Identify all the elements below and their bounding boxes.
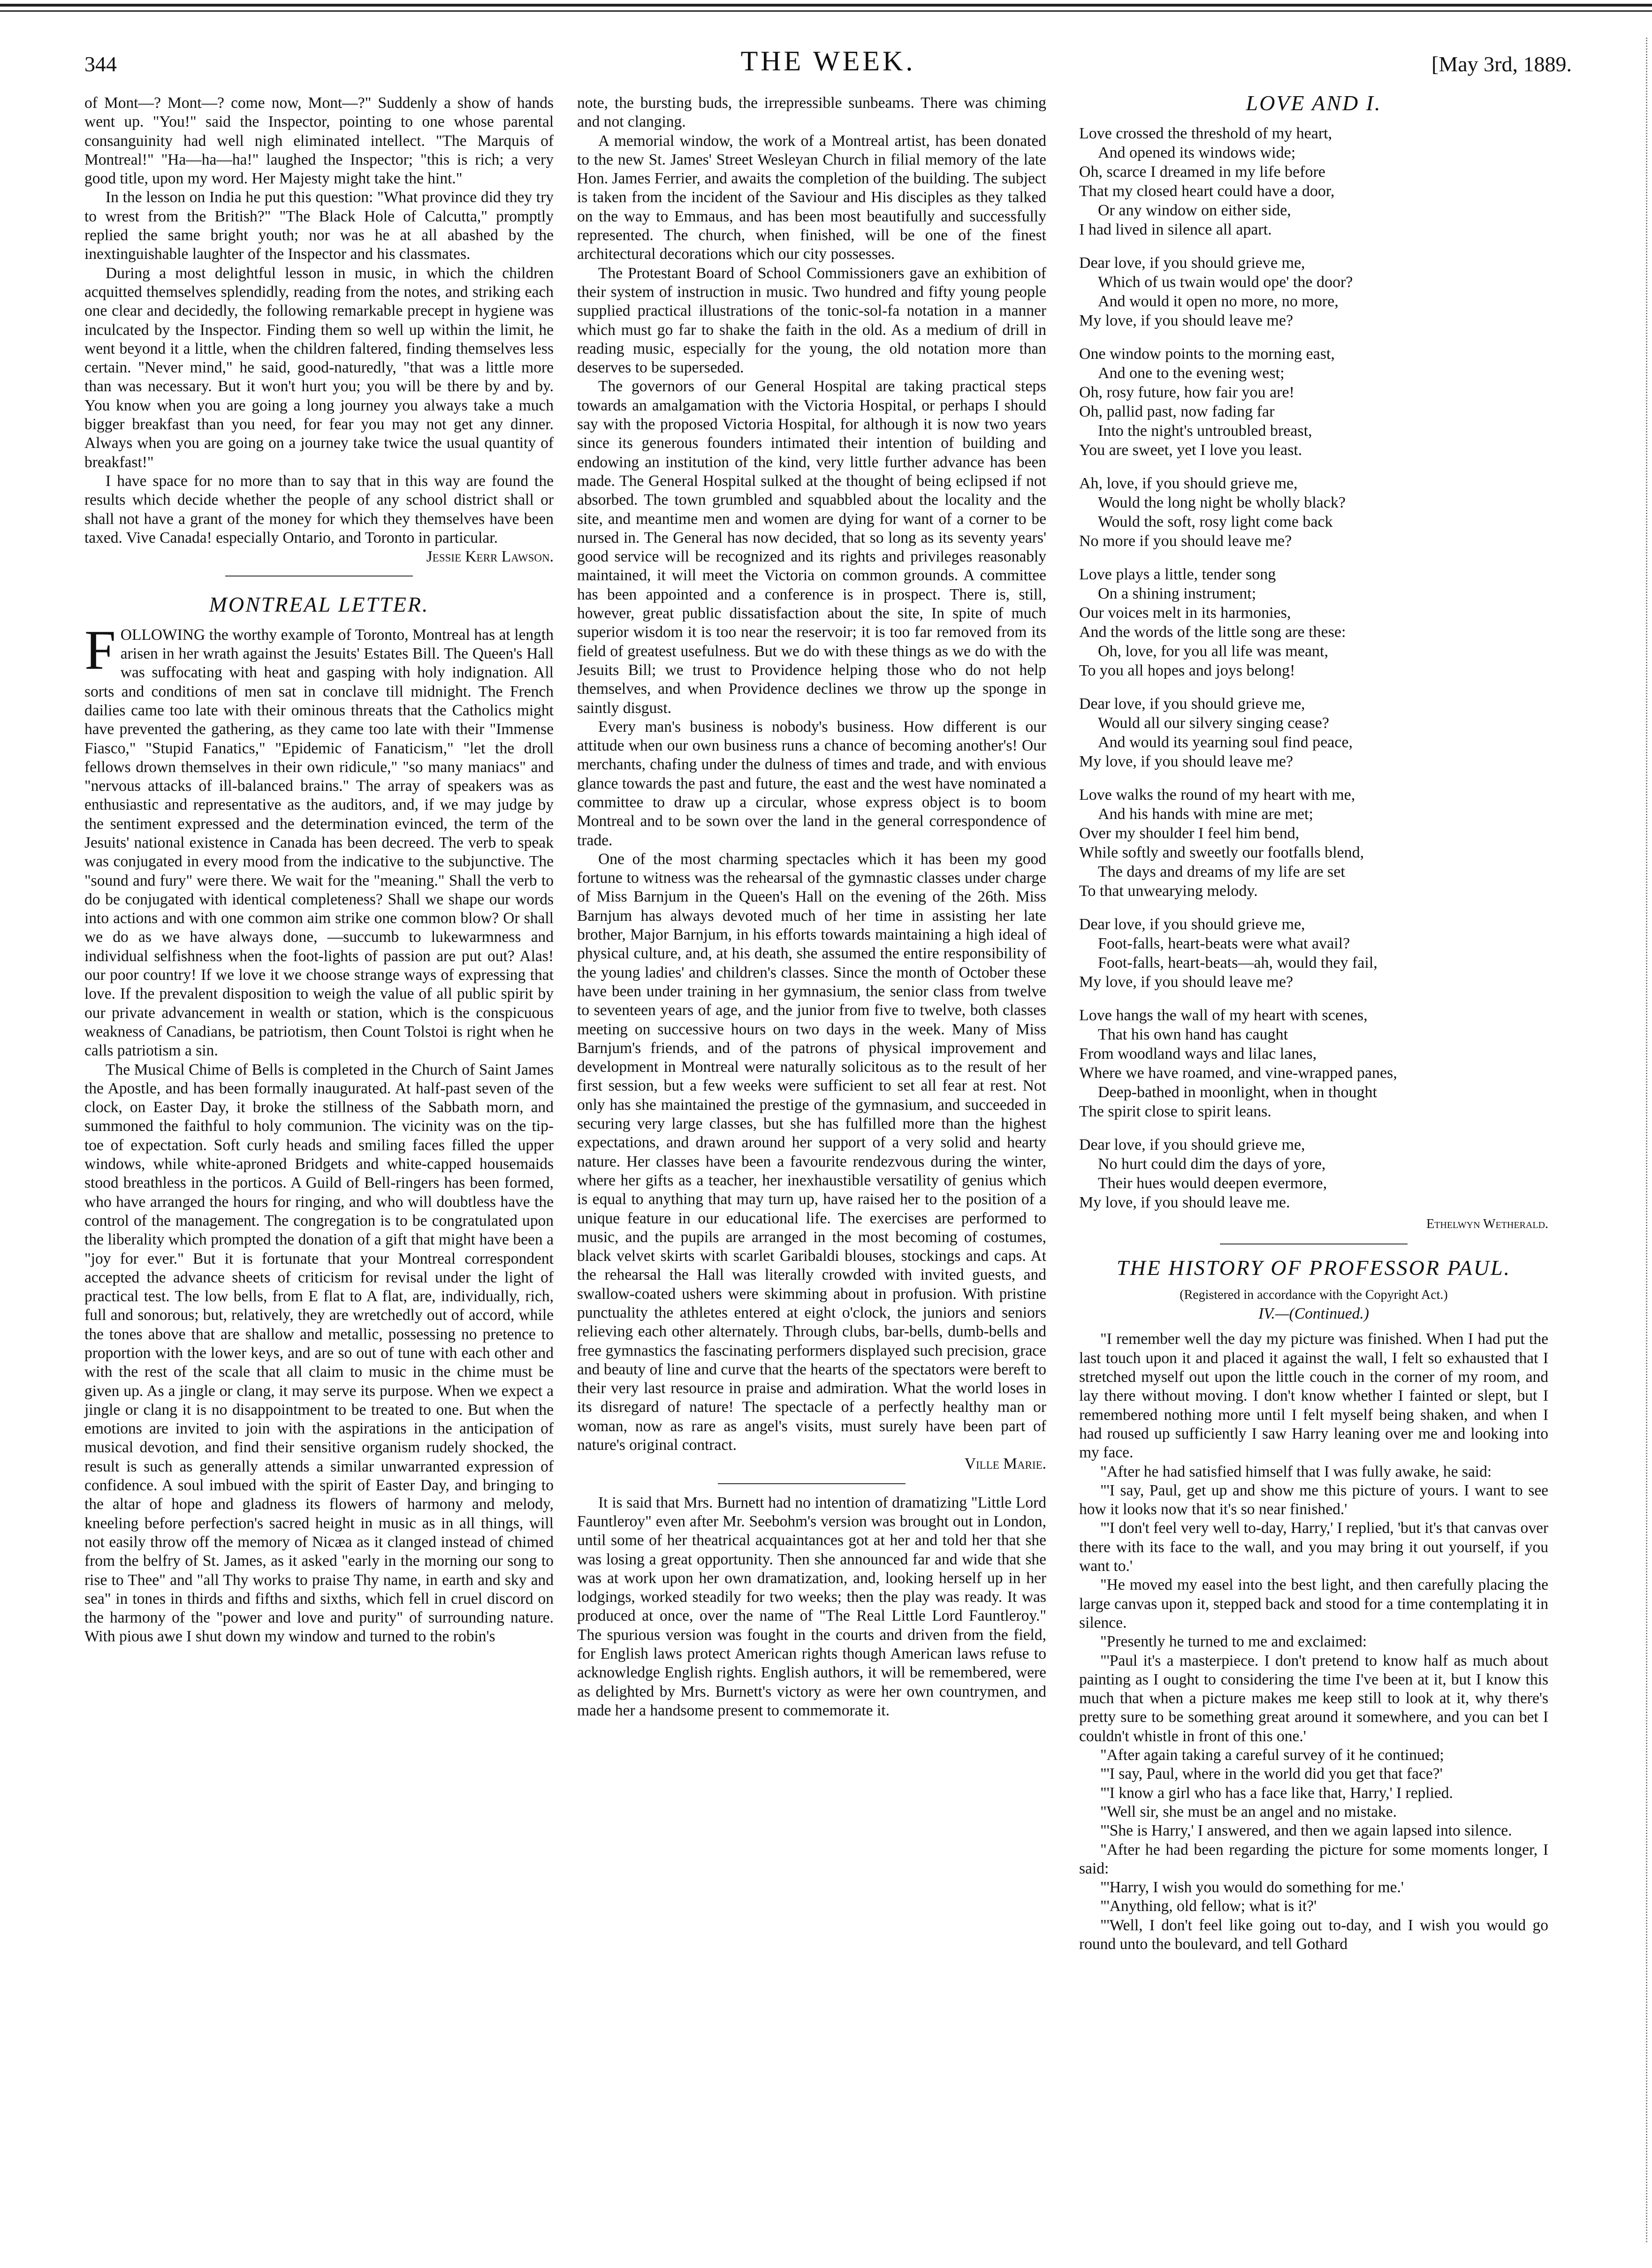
verse-line: No more if you should leave me?	[1079, 532, 1292, 550]
divider	[718, 1483, 906, 1484]
paragraph: The governors of our General Hospital are taking practical steps towards an amalgamation with the Victoria Hospital, or perhaps I should say with the proposed Victoria Hospital, for although it is now two years since its generous founders intimated their intention of building and endowing an institution of the kind, very little further advance has been made. The General Hospital sulked at the thought of being eclipsed if not absorbed. The town grumbled and squabbled about the locality and the site, and meantime men and women are dying for want of a corner to be nursed in. The General has now decided, that so long as its seventy years' good service will be recognized and its rights and privileges reasonably maintained, it will meet the Victoria on common grounds. A committee has been appointed and a conference is in prospect. There is, still, however, great public dissatisfaction about the site, In spite of much superior wisdom it is too near the reservoir; it is too far removed from its field of greatest usefulness. But we do with these things as we do with the Jesuits Bill; we trust to Providence helping those who do not help themselves, and when Providence declines we throw up the sponge in saintly disgust.	[577, 378, 1046, 717]
issue-date: [May 3rd, 1889.	[1431, 52, 1572, 76]
verse-line: Love walks the round of my heart with me,	[1079, 786, 1355, 804]
paragraph: One of the most charming spectacles which it has been my good fortune to witness was the rehearsal of the gymnastic classes under charge of Miss Barnjum in the Queen's Hall on the evening of the 26th. Miss Barnjum has always devoted much of her time in assisting her late brother, Major Barnjum, in his efforts towards maintaining a high ideal of physical culture, and, at his death, she assumed the entire responsibility of the young ladies' and children's classes. Since the month of October these have been under training in her gymnasium, the senior class from twelve to seventeen years of age, and the junior from five to twelve, both classes meeting on successive hours on two days in the week. Many of Miss Barnjum's friends, and of the patrons of physical improvement and development in Montreal were naturally solicitous as to the result of her first session, but a few weeks were sufficient to set all fear at rest. Not only has she maintained the prestige of the gymnasium, and succeeded in securing very large classes, but she has fulfilled more than the highest expectations, and drawn around her support of a very solid and hearty nature. Her classes have been a favourite rendezvous during the winter, where her gifts as a teacher, her inexhaustible versatility of genius which is equal to anything that may turn up, have raised her to the position of a unique feature in our educational life. The exercises are performed to music, and the pupils are arranged in the most becoming of costumes, black velvet skirts with scarlet Garibaldi blouses, stockings and caps. At the rehearsal the Hall was literally crowded with invited guests, and swallow-coated ushers were skimming about in profusion. With pristine punctuality the athletes entered at eight o'clock, the juniors and seniors relieving each other alternately. Through clubs, bar-bells, dumb-bells and free gymnastics the fascinating performers displayed such precision, grace and beauty of line and curve that the hearts of the spectators were bereft to their very last resource in praise and admiration. What the world loses in its disregard of nature! The spectacle of a perfectly healthy man or woman, now as rare as angel's visits, must surely have been part of nature's original contract.	[577, 850, 1046, 1454]
paragraph: "Presently he turned to me and exclaimed:	[1100, 1633, 1367, 1651]
verse-line: Dear love, if you should grieve me,	[1079, 254, 1305, 272]
verse-line: Ah, love, if you should grieve me,	[1079, 475, 1298, 493]
verse-line: Would the long night be wholly black?	[1098, 494, 1346, 512]
verse-line: And would its yearning soul find peace,	[1098, 734, 1353, 751]
paragraph: In the lesson on India he put this question: "What province did they try to wrest from the British?" "The Black Hole of Calcutta," promptly replied the same bright youth; nor was he at all abashed by the inextinguishable laughter of the Inspector and his classmates.	[84, 189, 554, 263]
verse-line: Or any window on either side,	[1098, 202, 1291, 220]
verse-line: Foot-falls, heart-beats were what avail?	[1098, 935, 1350, 953]
verse-line: My love, if you should leave me.	[1079, 1194, 1290, 1212]
paragraph: "He moved my easel into the best light, and then carefully placing the large canvas upon it, stepped back and stood for a time contemplating it in silence.	[1079, 1576, 1548, 1631]
stanza	[1079, 915, 1548, 992]
paragraph: "I remember well the day my picture was finished. When I had put the last touch upon it and placed it against the wall, I felt so exhausted that I stretched myself out upon the little couch in the corner of my room, and lay there without moving. I don't know whether I fainted or slept, but I remembered nothing more until I felt myself being shaken, and when I had roused up sufficiently I saw Harry leaning over me and looking into my face.	[1079, 1330, 1548, 1462]
top-rule	[0, 4, 1652, 7]
verse-line: Our voices melt in its harmonies,	[1079, 604, 1291, 622]
verse-line: While softly and sweetly our footfalls blend,	[1079, 844, 1364, 862]
stanza	[1079, 565, 1548, 680]
paragraph: "Well sir, she must be an angel and no mistake.	[1100, 1803, 1397, 1820]
verse-line: Oh, scarce I dreamed in my life before	[1079, 163, 1325, 181]
paragraph: "'She is Harry,' I answered, and then we again lapsed into silence.	[1100, 1822, 1512, 1840]
page-number: 344	[84, 52, 117, 76]
verse-line: My love, if you should leave me?	[1079, 973, 1294, 991]
verse-line: Their hues would deepen evermore,	[1098, 1175, 1327, 1192]
poem-title: LOVE AND I.	[1246, 91, 1382, 115]
stanza	[1079, 474, 1548, 551]
verse-line: That his own hand has caught	[1098, 1026, 1288, 1044]
stanza	[1079, 694, 1548, 771]
verse-line: The spirit close to spirit leans.	[1079, 1103, 1271, 1121]
stanza	[1079, 1135, 1548, 1212]
stanza	[1079, 785, 1548, 901]
paragraph: "'I know a girl who has a face like that, Harry,' I replied.	[1100, 1784, 1453, 1802]
verse-line: That my closed heart could have a door,	[1079, 182, 1335, 200]
paragraph: "'I say, Paul, where in the world did you get that face?'	[1100, 1765, 1443, 1783]
stanza	[1079, 253, 1548, 330]
verse-line: Oh, rosy future, how fair you are!	[1079, 384, 1294, 402]
paragraph: "'Harry, I wish you would do something for me.'	[1100, 1879, 1404, 1896]
paragraph: of Mont—? Mont—? come now, Mont—?" Suddenly a show of hands went up. "You!" said the Inspector, pointing to one whose parental consanguinity had well nigh eliminated intellect. "The Marquis of Montreal!" "Ha—ha—ha!" laughed the Inspector; "this is rich; a very good title, upon my word. Her Majesty might take the hint."	[84, 94, 554, 188]
verse-line: Over my shoulder I feel him bend,	[1079, 825, 1300, 842]
column-2	[577, 94, 1046, 1720]
paragraph: I have space for no more than to say that in this way are found the results which decide whether the people of any school district shall or shall not have a grant of the money for which they themselves have been taxed. Vive Canada! especially Ontario, and Toronto in particular.	[84, 472, 554, 546]
verse-line: Dear love, if you should grieve me,	[1079, 916, 1305, 933]
drop-cap: F	[84, 618, 116, 681]
verse-line: Dear love, if you should grieve me,	[1079, 1136, 1305, 1154]
paragraph: "'I say, Paul, get up and show me this picture of yours. I want to see how it looks now that it's so near finished.'	[1079, 1481, 1548, 1518]
paragraph: "After he had satisfied himself that I was fully awake, he said:	[1100, 1463, 1492, 1480]
paragraph: It is said that Mrs. Burnett had no intention of dramatizing "Little Lord Fauntleroy" even after Mr. Seebohm's version was brought out in London, until some of her theatrical acquaintances got at her and told her that she was losing a great opportunity. Then she announced far and wide that she was at work upon her own dramatization, and, looking herself up in her lodgings, worked steadily for two weeks; then the play was ready. It was produced at once, over the name of "The Real Little Lord Fauntleroy." The spurious version was fought in the courts and driven from the field, for English laws protect American rights though American laws refuse to acknowledge English rights. English authors, it will be remembered, were as delighted by Mrs. Burnett's victory as were her own countrymen, and made her a handsome present to commemorate it.	[577, 1494, 1046, 1719]
author-signature: Ethelwyn Wetherald.	[1426, 1217, 1548, 1232]
stanza	[1079, 124, 1548, 239]
verse-line: And his hands with mine are met;	[1098, 805, 1313, 823]
paragraph: During a most delightful lesson in music, in which the children acquitted themselves splendidly, reading from the notes, and striking each one clear and decidedly, the following remarkable precept in hygiene was inculcated by the Inspector. Finding them so well up within the limit, he went beyond it a little, when the children faltered, finding themselves less certain. "Never mind," he said, good-naturedly, "that was a little more than was necessary. But it won't hurt you; you will be there by and by. You know when you are going a long journey you always take a much bigger breakfast than you need, for fear you may not get any dinner. Always when you are going on a journey take twice the usual quantity of breakfast!"	[84, 264, 554, 471]
verse-line: My love, if you should leave me?	[1079, 753, 1294, 771]
paragraph: Every man's business is nobody's business. How different is our attitude when our own business runs a chance of becoming another's! Our merchants, chafing under the dulness of times and trade, and with envious glance towards the past and future, the east and the west have nominated a committee to draw up a circular, whose express object is to boom Montreal and to be sown over the land in the general correspondence of trade.	[577, 718, 1046, 849]
verse-line: You are sweet, yet I love you least.	[1079, 441, 1302, 459]
verse-line: The days and dreams of my life are set	[1098, 863, 1345, 881]
verse-line: Would all our silvery singing cease?	[1098, 714, 1329, 732]
author-signature: Jessie Kerr Lawson.	[426, 548, 554, 566]
paragraph: note, the bursting buds, the irrepressible sunbeams. There was chiming and not clanging.	[577, 94, 1046, 131]
verse-line: Into the night's untroubled breast,	[1098, 422, 1312, 440]
verse-line: To that unwearying melody.	[1079, 882, 1258, 900]
verse-line: Which of us twain would ope' the door?	[1098, 273, 1353, 291]
paragraph: "'Anything, old fellow; what is it?'	[1100, 1897, 1317, 1915]
verse-line: Oh, love, for you all life was meant,	[1098, 643, 1328, 660]
paragraph: "After again taking a careful survey of it he continued;	[1100, 1746, 1444, 1764]
verse-line: On a shining instrument;	[1098, 585, 1256, 603]
section-heading: THE HISTORY OF PROFESSOR PAUL.	[1116, 1255, 1511, 1280]
verse-line: No hurt could dim the days of yore,	[1098, 1155, 1326, 1173]
verse-line: To you all hopes and joys belong!	[1079, 662, 1295, 680]
verse-line: And opened its windows wide;	[1098, 144, 1296, 162]
verse-line: Love hangs the wall of my heart with scenes,	[1079, 1007, 1368, 1024]
paragraph: The Musical Chime of Bells is completed in the Church of Saint James the Apostle, and has been formally inaugurated. At half-past seven of the clock, on Easter Day, it broke the stillness of the Sabbath morn, and summoned the faithful to holy communion. The vicinity was on the tip-toe of expectation. Soft curly heads and smiling faces filled the upper windows, while white-aproned Bridgets and white-capped housemaids stood breathless in the porticos. A Guild of Bell-ringers has been formed, who have arranged the hours for ringing, and who will doubtless have the control of the management. The congregation is to be congratulated upon the liberality which prompted the donation of a gift that might have been a "joy for ever." But it is fortunate that your Montreal correspondent accepted the advance sheets of criticism for revisal under the light of practical test. The low bells, from E flat to A flat, are, individually, rich, full and sonorous; but, relatively, they are wretchedly out of accord, while the tones above that are shallow and metallic, possessing no pretence to proportion with the lower keys, and are so out of tune with each other and with the rest of the scale that all claim to music in the chime must be given up. As a jingle or clang, it may serve its purpose. When we expect a jingle or clang it is no disappointment to be treated to one. But when the emotions are invited to join with the aspirations in the anticipation of musical devotion, and find their sensitive organism rudely shocked, the result is such as generally attends a similar unwarranted expression of confidence. A soul imbued with the spirit of Easter Day, and bringing to the altar of hope and gladness its flowers of harmony and melody, kneeling before perfection's sacred height in music as in all things, will not easily throw off the memory of Nicæa as it clanged instead of chimed from the belfry of St. James, as it asked "early in the morning our song to rise to Thee" and "all Thy works to praise Thy name, in earth and sky and sea" in tones in thirds and fifths and sixths, which fell in cruel discord on the harmony of the "power and love and purity" of surrounding nature. With pious awe I shut down my window and turned to the robin's	[84, 1061, 554, 1646]
verse-line: Foot-falls, heart-beats—ah, would they fail,	[1098, 954, 1378, 972]
page-edge	[1643, 38, 1647, 2242]
paragraph: "'I don't feel very well to-day, Harry,' I replied, 'but it's that canvas over there with its face to the wall, and you may bring it out yourself, if you want to.'	[1079, 1519, 1548, 1575]
verse-line: Deep-bathed in moonlight, when in thought	[1098, 1084, 1377, 1101]
verse-line: And would it open no more, no more,	[1098, 293, 1339, 311]
paragraph: The Protestant Board of School Commissioners gave an exhibition of their system of instruction in music. Two hundred and fifty young people supplied practical illustrations of the tonic-sol-fa notation in a manner which must go far to shake the faith in the old. As a medium of drill in reading music, especially for the young, the old notation more than deserves to be superseded.	[577, 264, 1046, 377]
verse-line: And one to the evening west;	[1098, 364, 1285, 382]
verse-line: One window points to the morning east,	[1079, 345, 1335, 363]
verse-line: My love, if you should leave me?	[1079, 312, 1294, 330]
page-header	[84, 42, 1572, 84]
verse-line: Where we have roamed, and vine-wrapped panes,	[1079, 1064, 1397, 1082]
verse-line: Dear love, if you should grieve me,	[1079, 695, 1305, 713]
stanza	[1079, 1006, 1548, 1121]
section-heading: MONTREAL LETTER.	[209, 592, 429, 617]
verse-line: Oh, pallid past, now fading far	[1079, 403, 1275, 421]
verse-line: From woodland ways and lilac lanes,	[1079, 1045, 1317, 1063]
poem	[1079, 124, 1548, 1212]
paragraph: "'Paul it's a masterpiece. I don't pretend to know half as much about painting as I ought to considering the time I've been at it, but I know this much that when a picture makes me keep still to look at it, why there's pretty sure to be something great around it somewhere, and you can bet I couldn't whistle in front of this one.'	[1079, 1652, 1548, 1745]
column-3	[1079, 91, 1548, 1954]
paragraph: "'Well, I don't feel like going out to-day, and I wish you would go round unto the boulevard, and tell Gothard	[1079, 1916, 1548, 1953]
stanza	[1079, 344, 1548, 460]
top-rule-thin	[0, 10, 1652, 12]
verse-line: I had lived in silence all apart.	[1079, 221, 1272, 239]
paragraph: OLLOWING the worthy example of Toronto, Montreal has at length arisen in her wrath against the Jesuits' Estates Bill. The Queen's Hall was suffocating with heat and gasping with holy indignation. All sorts and conditions of men sat in conclave till midnight. The French dailies came too late with their ominous threats that the Catholics might have prevented the gathering, as they came too late with their "Immense Fiasco," "Stupid Fanatics," "Epidemic of Fanaticism," "let the droll fellows drown themselves in their own ridicule," "so many maniacs" and "nervous attacks of ill-balanced brains." The array of speakers was as enthusiastic and representative as the auditors, and, if we may judge by the sentiment expressed and the determination evinced, the term of the Jesuits' national existence in Canada has been decreed. The verb to speak was conjugated in every mood from the indicative to the subjunctive. The "sound and fury" were there. We wait for the "meaning." Shall the verb to do be conjugated with identical completeness? Shall we shape our words into actions and with one common aim strike one common blow? Or shall we do as we have always done, —succumb to lukewarmness and individual selfishness when the foot-lights of passion are put out? Alas! our poor country! If we love it we choose strange ways of expressing that love. If the prevalent disposition to weigh the value of all public spirit by our private advancement in wealth or station, which is the conspicuous weakness of Canadians, be patriotism, then Count Tolstoi is right when he calls patriotism a sin.	[84, 626, 554, 1060]
verse-line: Love crossed the threshold of my heart,	[1079, 125, 1332, 143]
chapter-label: IV.—(Continued.)	[1258, 1305, 1369, 1323]
paragraph: A memorial window, the work of a Montreal artist, has been donated to the new St. James' Street Wesleyan Church in filial memory of the late Hon. James Ferrier, and awaits the completion of the building. The subject is taken from the incident of the Saviour and His disciples as they talked on the way to Emmaus, and has been most beautifully and successfully represented. The church, when finished, will be one of the finest architectural decorations which our city possesses.	[577, 132, 1046, 263]
paragraph: "After he had been regarding the picture for some moments longer, I said:	[1079, 1841, 1548, 1877]
column-1	[84, 94, 554, 1646]
verse-line: And the words of the little song are these:	[1079, 623, 1346, 641]
copyright-note: (Registered in accordance with the Copyright Act.)	[1180, 1287, 1448, 1302]
author-signature: Ville Marie.	[964, 1455, 1046, 1473]
verse-line: Love plays a little, tender song	[1079, 566, 1276, 584]
publication-title: THE WEEK.	[740, 46, 916, 76]
verse-line: Would the soft, rosy light come back	[1098, 513, 1333, 531]
